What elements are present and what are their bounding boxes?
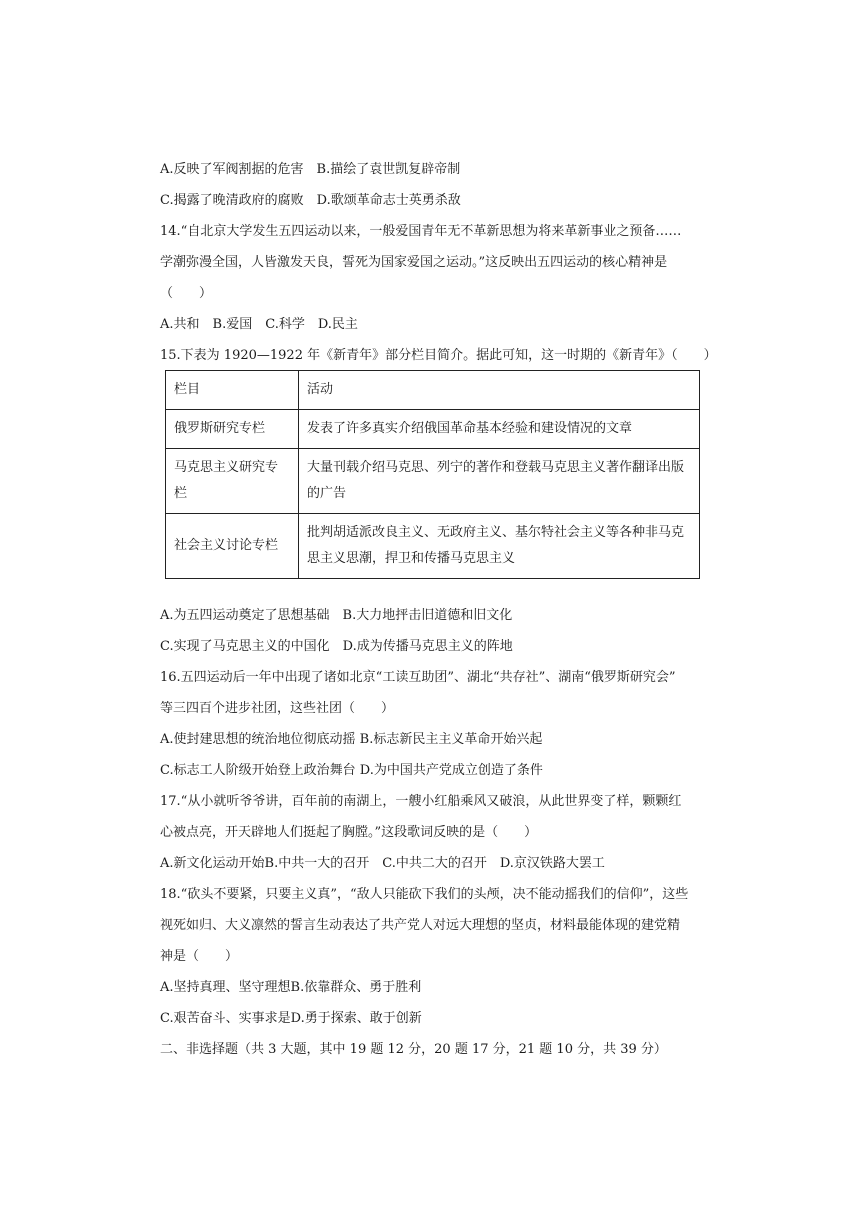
table-header-cell: 栏目 bbox=[166, 371, 299, 410]
q13-options-row-1: A.反映了军阀割据的危害 B.描绘了袁世凯复辟帝制 bbox=[160, 162, 461, 177]
q14-stem-line-1: 14.“自北京大学发生五四运动以来，一般爱国青年无不革新思想为将来革新事业之预备…… bbox=[160, 224, 682, 239]
q18-stem-line-1: 18.“砍头不要紧，只要主义真”，“敌人只能砍下我们的头颅，决不能动摇我们的信仰”，这些 bbox=[160, 887, 689, 902]
q18-options-row-1: A.坚持真理、坚守理想B.依靠群众、勇于胜利 bbox=[160, 980, 422, 995]
q15-table bbox=[165, 370, 700, 579]
q17-stem-line-1: 17.“从小就听爷爷讲，百年前的南湖上，一艘小红船乘风又破浪，从此世界变了样，颗颗红 bbox=[160, 794, 682, 809]
q13-options-row-2: C.揭露了晚清政府的腐败 D.歌颂革命志士英勇杀敌 bbox=[160, 193, 461, 208]
q18-stem-line-2: 视死如归、大义凛然的誓言生动表达了共产党人对远大理想的坚贞，材料最能体现的建党精 bbox=[160, 918, 681, 933]
table-cell: 批判胡适派改良主义、无政府主义、基尔特社会主义等各种非马克思主义思潮，捍卫和传播马克思主义 bbox=[299, 514, 700, 579]
table-header-cell: 活动 bbox=[299, 371, 700, 410]
table-cell: 社会主义讨论专栏 bbox=[166, 514, 299, 579]
q17-options: A.新文化运动开始B.中共一大的召开 C.中共二大的召开 D.京汉铁路大罢工 bbox=[160, 856, 605, 871]
table-row bbox=[166, 514, 700, 579]
q17-stem-line-2: 心被点亮，开天辟地人们挺起了胸膛。”这段歌词反映的是（ ） bbox=[160, 825, 538, 840]
table-row bbox=[166, 449, 700, 514]
q18-options-row-2: C.艰苦奋斗、实事求是D.勇于探索、敢于创新 bbox=[160, 1011, 422, 1026]
q15-stem: 15.下表为 1920—1922 年《新青年》部分栏目简介。据此可知，这一时期的《新青年》（ ） bbox=[160, 348, 717, 363]
q14-options: A.共和 B.爱国 C.科学 D.民主 bbox=[160, 317, 358, 332]
q14-stem-line-3: （ ） bbox=[160, 286, 213, 301]
table-header-row bbox=[166, 371, 700, 410]
q15-options-row-2: C.实现了马克思主义的中国化 D.成为传播马克思主义的阵地 bbox=[160, 639, 513, 654]
table-cell: 俄罗斯研究专栏 bbox=[166, 410, 299, 449]
table-cell: 大量刊载介绍马克思、列宁的著作和登载马克思主义著作翻译出版的广告 bbox=[299, 449, 700, 514]
q14-stem-line-2: 学潮弥漫全国，人皆激发天良，誓死为国家爱国之运动。”这反映出五四运动的核心精神是 bbox=[160, 255, 668, 270]
table-cell: 发表了许多真实介绍俄国革命基本经验和建设情况的文章 bbox=[299, 410, 700, 449]
q18-stem-line-3: 神是（ ） bbox=[160, 949, 239, 964]
q16-stem-line-2: 等三四百个进步社团，这些社团（ ） bbox=[160, 701, 395, 716]
section-2-heading: 二、非选择题（共 3 大题，其中 19 题 12 分，20 题 17 分，21 题 10 分，共 39 分） bbox=[160, 1042, 667, 1057]
q16-stem-line-1: 16.五四运动后一年中出现了诸如北京“工读互助团”、湖北“共存社”、湖南“俄罗斯研究会” bbox=[160, 670, 676, 685]
table-row bbox=[166, 410, 700, 449]
q16-options-row-2: C.标志工人阶级开始登上政治舞台 D.为中国共产党成立创造了条件 bbox=[160, 763, 543, 778]
q15-options-row-1: A.为五四运动奠定了思想基础 B.大力地抨击旧道德和旧文化 bbox=[160, 608, 513, 623]
q16-options-row-1: A.使封建思想的统治地位彻底动摇 B.标志新民主主义革命开始兴起 bbox=[160, 732, 543, 747]
table-cell: 马克思主义研究专栏 bbox=[166, 449, 299, 514]
